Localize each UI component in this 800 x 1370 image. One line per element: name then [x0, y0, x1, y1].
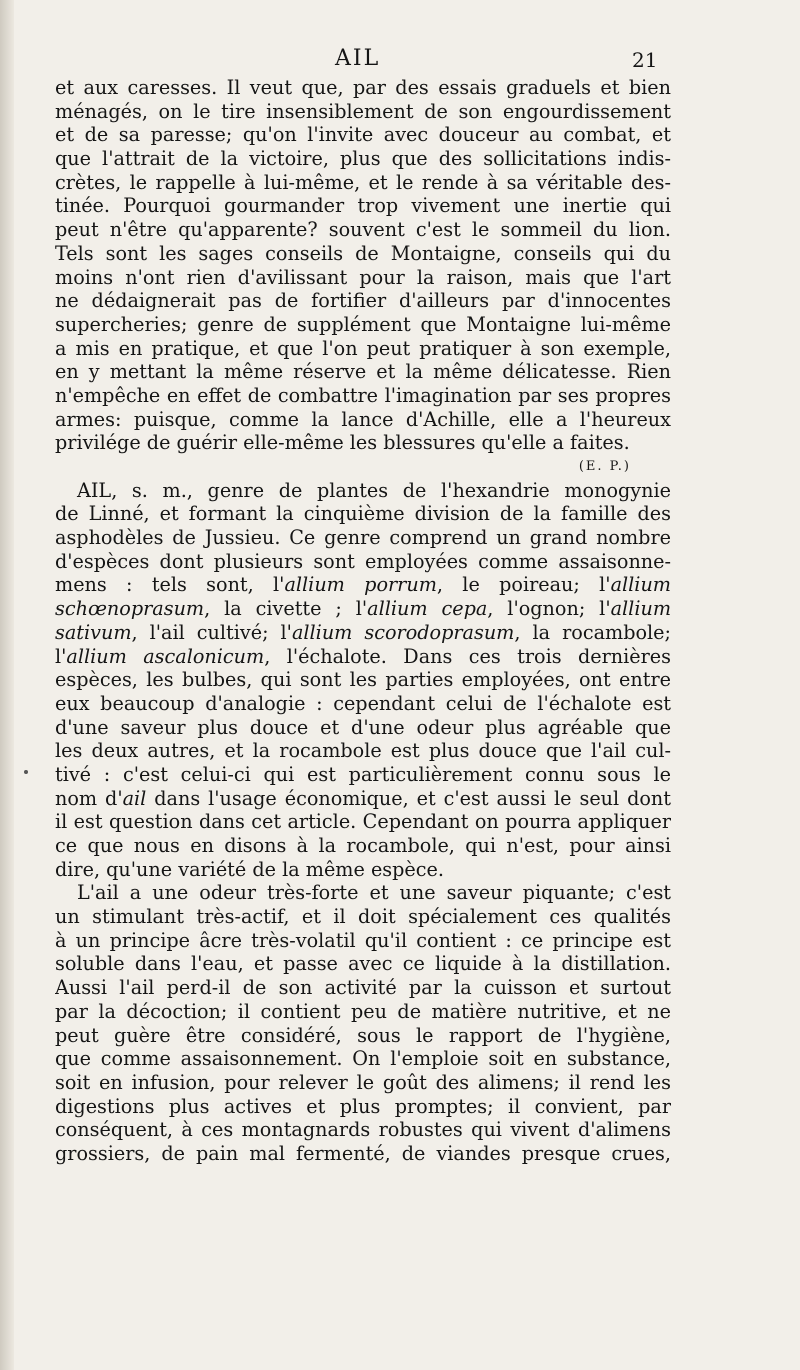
text-line: et de sa paresse; qu'on l'invite avec douceur au combat, et	[55, 123, 671, 147]
text-fragment: nom d'	[55, 786, 123, 810]
running-head-title: AIL	[335, 46, 381, 71]
article-grammar: , s. m.,	[111, 478, 208, 502]
text-line: soluble dans l'eau, et passe avec ce liquide à la distillation.	[55, 952, 671, 976]
text-line: d'une saveur plus douce et d'une odeur plus agréable que	[55, 715, 671, 739]
text-line: par la décoction; il contient peu de matière nutritive, et ne	[55, 999, 671, 1023]
latin-name: allium ascalonicum	[66, 644, 265, 668]
article-ail	[55, 479, 671, 882]
text-line: dire, qu'une variété de la même espèce.	[55, 857, 444, 881]
text-line: et aux caresses. Il veut que, par des essais graduels et bien	[55, 76, 671, 99]
text-line: que l'attrait de la victoire, plus que des sollicitations indis-	[55, 147, 671, 171]
running-head	[0, 46, 800, 76]
text-line: moins n'ont rien d'avilissant pour la raison, mais que l'art	[55, 265, 671, 289]
text-line: ce que nous en disons à la rocambole, qui n'est, pour ainsi	[55, 834, 671, 857]
text-line: espèces, les bulbes, qui sont les parties employées, ont entre	[55, 668, 671, 692]
latin-name: allium porrum	[284, 573, 437, 597]
text-line	[55, 787, 671, 811]
text-fragment: , l'ognon; l'	[487, 597, 611, 621]
text-line: en y mettant la même réserve et la même délicatesse. Rien	[55, 360, 671, 384]
latin-name: allium	[610, 597, 671, 621]
text-line: privilége de guérir elle-même les blessures qu'elle a faites.	[55, 431, 630, 455]
text-line: il est question dans cet article. Cependant on pourra appliquer	[55, 810, 671, 834]
ink-speck	[24, 770, 28, 774]
text-line	[55, 573, 671, 597]
text-line: n'empêche en effet de combattre l'imagination par ses propres	[55, 383, 671, 407]
text-line: ménagés, on le tire insensiblement de son engourdissement	[55, 99, 671, 123]
paragraph-montaigne	[55, 76, 671, 455]
text-line: peut n'être qu'apparente? souvent c'est le sommeil du lion.	[55, 218, 671, 242]
text-line: que comme assaisonnement. On l'emploie soit en substance,	[55, 1047, 671, 1071]
article-first-line	[55, 479, 671, 503]
text-line: soit en infusion, pour relever le goût des alimens; il rend les	[55, 1070, 671, 1094]
text-line	[55, 621, 671, 645]
text-line: Aussi l'ail perd-il de son activité par la cuisson et surtout	[55, 976, 671, 1000]
text-line: a mis en pratique, et que l'on peut pratiquer à son exemple,	[55, 336, 671, 360]
text-fragment: , l'ail cultivé; l'	[131, 620, 292, 644]
text-fragment: , la rocambole;	[514, 620, 671, 644]
latin-name: allium cepa	[367, 597, 488, 621]
text-fragment: dans l'usage économique, et c'est aussi le seul dont	[146, 786, 671, 810]
text-line: L'ail a une odeur très-forte et une saveur piquante; c'est	[77, 881, 671, 905]
text-line	[55, 645, 671, 669]
text-line	[55, 597, 671, 621]
article-headword: AIL	[77, 478, 112, 502]
text-fragment: , la civette ; l'	[204, 597, 368, 621]
text-line: tivé : c'est celui-ci qui est particulièrement connu sous le	[55, 762, 671, 786]
text-line: crètes, le rappelle à lui-même, et le rende à sa véritable des-	[55, 170, 671, 194]
text-line: ne dédaignerait pas de fortifier d'ailleurs par d'innocentes	[55, 289, 671, 313]
author-signature: (E. P.)	[578, 459, 631, 474]
body-text	[55, 76, 671, 1166]
text-line: armes: puisque, comme la lance d'Achille, elle a l'heureux	[55, 407, 671, 431]
text-fragment: mens : tels sont, l'	[55, 573, 285, 597]
text-line: supercheries; genre de supplément que Montaigne lui-même	[55, 312, 671, 336]
text-line: peut guère être considéré, sous le rapport de l'hygiène,	[55, 1023, 671, 1047]
page-number: 21	[632, 48, 658, 72]
text-line: Tels sont les sages conseils de Montaigne, conseils qui du	[55, 241, 671, 265]
text-fragment: , l'échalote. Dans ces trois dernières	[264, 644, 671, 668]
text-line: conséquent, à ces montagnards robustes qui vivent d'alimens	[55, 1118, 671, 1142]
italic-word: ail	[122, 786, 147, 810]
text-line: eux beaucoup d'analogie : cependant celui de l'échalote est	[55, 691, 671, 715]
latin-name: sativum	[55, 620, 132, 644]
text-line: de Linné, et formant la cinquième division de la famille des	[55, 502, 671, 526]
text-line: asphodèles de Jussieu. Ce genre comprend un grand nombre	[55, 526, 671, 550]
text-line: tinée. Pourquoi gourmander trop vivement une inertie qui	[55, 194, 671, 218]
text-line: d'espèces dont plusieurs sont employées comme assaisonne-	[55, 549, 671, 573]
text-line: à un principe âcre très-volatil qu'il contient : ce principe est	[55, 928, 671, 952]
text-fragment: l'	[55, 644, 67, 668]
text-line: les deux autres, et la rocambole est plus douce que l'ail cul-	[55, 739, 671, 763]
text-fragment: , le poireau; l'	[436, 573, 611, 597]
paragraph-properties	[55, 881, 671, 1165]
text-line: digestions plus actives et plus promptes; il convient, par	[55, 1094, 671, 1118]
text-line: grossiers, de pain mal fermenté, de viandes presque crues,	[55, 1141, 671, 1165]
latin-name: allium	[610, 573, 671, 597]
latin-name: schœnoprasum	[55, 597, 205, 621]
text-fragment: genre de plantes de l'hexandrie monogynie	[207, 478, 671, 502]
text-line: un stimulant très-actif, et il doit spécialement ces qualités	[55, 905, 671, 929]
latin-name: allium scorodoprasum	[291, 620, 515, 644]
